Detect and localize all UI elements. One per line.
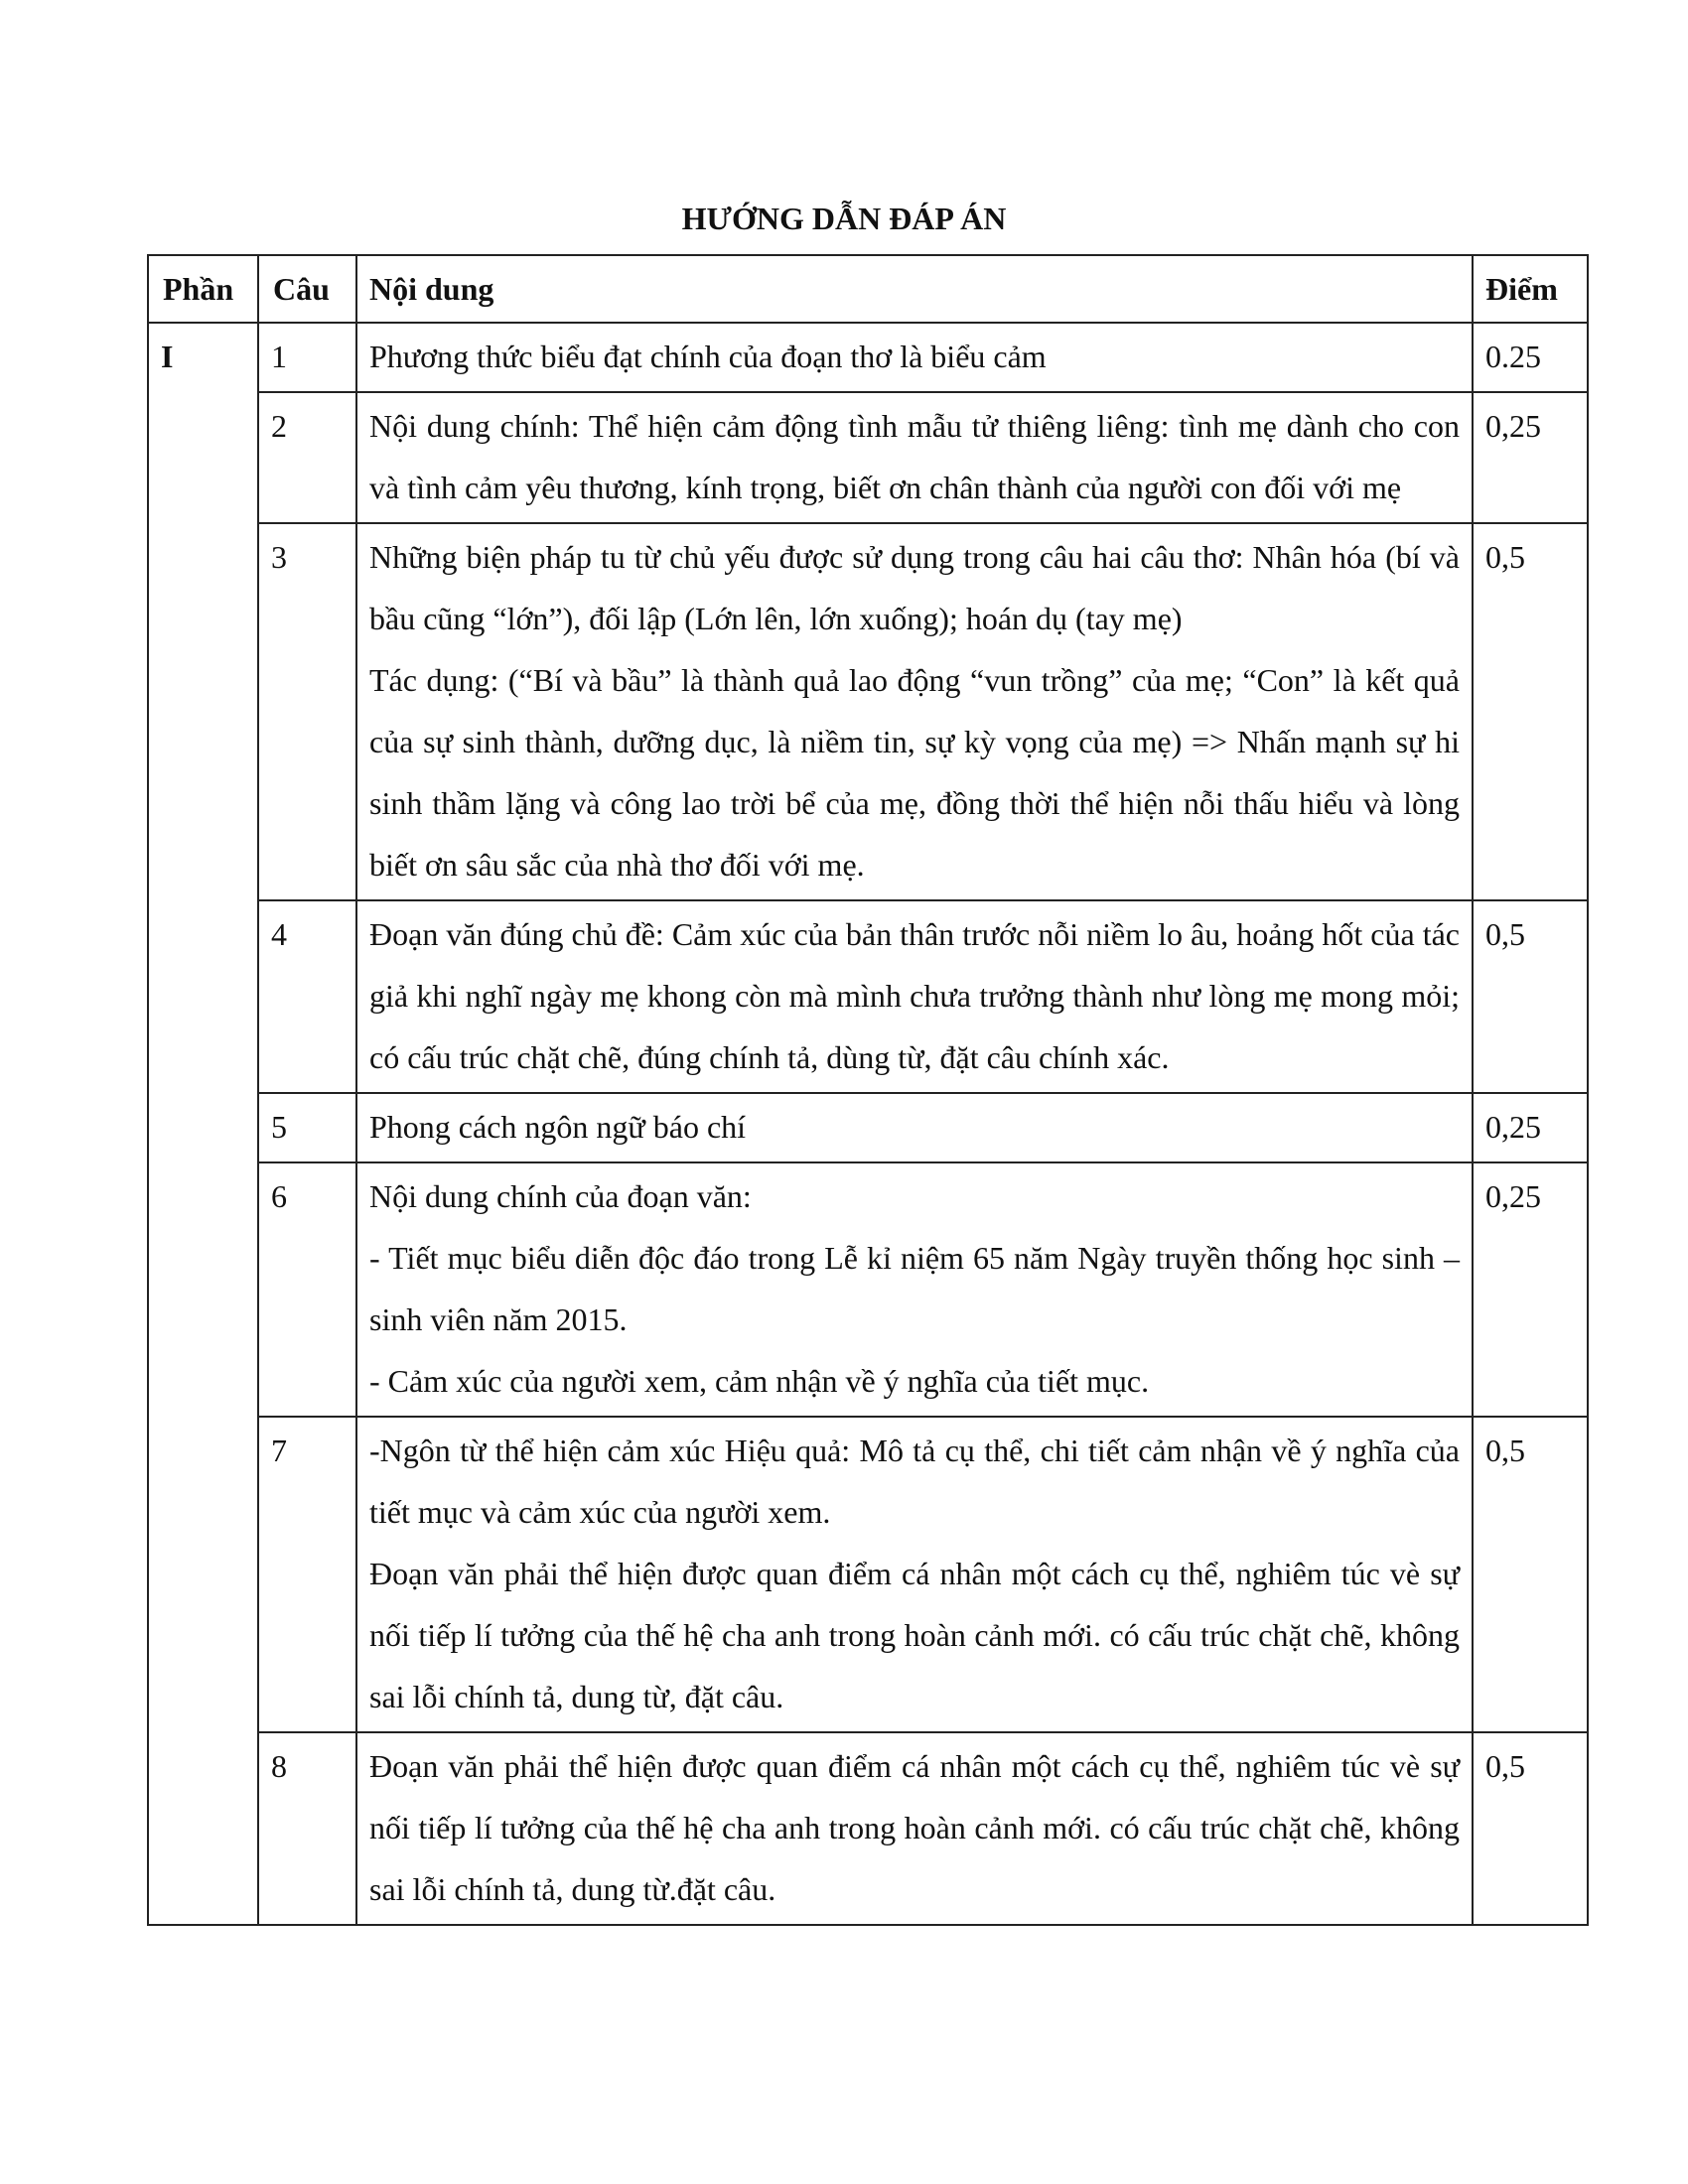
table-body — [148, 323, 1588, 1925]
header-phan: Phần — [148, 255, 258, 323]
header-cau: Câu — [258, 255, 356, 323]
table-row — [148, 1162, 1588, 1417]
diem-cell: 0,5 — [1473, 1732, 1588, 1925]
diem-cell: 0,5 — [1473, 1417, 1588, 1732]
diem-cell: 0,5 — [1473, 523, 1588, 900]
cau-cell: 6 — [258, 1162, 356, 1417]
cau-cell: 3 — [258, 523, 356, 900]
content-paragraph: Đoạn văn đúng chủ đề: Cảm xúc của bản thân trước nỗi niềm lo âu, hoảng hốt của tác giả khi nghĩ ngày mẹ khong còn mà mình chưa trưởng thành như lòng mẹ mong mỏi; có cấu trúc chặt chẽ, đúng chính tả, dùng từ, đặt câu chính xác. — [369, 916, 1460, 1075]
content-paragraph: Nội dung chính: Thể hiện cảm động tình mẫu tử thiêng liêng: tình mẹ dành cho con và tình cảm yêu thương, kính trọng, biết ơn chân thành của người con đối với mẹ — [369, 408, 1460, 505]
table-row — [148, 392, 1588, 523]
diem-cell: 0.25 — [1473, 323, 1588, 392]
content-paragraph: Đoạn văn phải thể hiện được quan điểm cá nhân một cách cụ thể, nghiêm túc vè sự nối tiếp lí tưởng của thế hệ cha anh trong hoàn cảnh mới. có cấu trúc chặt chẽ, không sai lỗi chính tả, dung từ.đặt câu. — [369, 1748, 1460, 1907]
table-row — [148, 523, 1588, 900]
content-paragraph: Nội dung chính của đoạn văn: — [369, 1178, 752, 1214]
noi-dung-cell — [356, 392, 1473, 523]
table-row — [148, 900, 1588, 1093]
table-row — [148, 1417, 1588, 1732]
page-title: HƯỚNG DẪN ĐÁP ÁN — [681, 201, 1007, 236]
content-paragraph: Phương thức biểu đạt chính của đoạn thơ là biểu cảm — [369, 339, 1047, 374]
cau-cell: 5 — [258, 1093, 356, 1162]
phan-cell: I — [148, 323, 258, 1925]
table-row — [148, 323, 1588, 392]
noi-dung-cell — [356, 323, 1473, 392]
diem-cell: 0,25 — [1473, 1093, 1588, 1162]
noi-dung-cell — [356, 1162, 1473, 1417]
header-noi-dung: Nội dung — [356, 255, 1473, 323]
content-paragraph: - Cảm xúc của người xem, cảm nhận về ý nghĩa của tiết mục. — [369, 1363, 1150, 1399]
noi-dung-cell — [356, 1732, 1473, 1925]
answer-table — [147, 254, 1589, 1926]
noi-dung-cell — [356, 1417, 1473, 1732]
table-row — [148, 1732, 1588, 1925]
content-paragraph: -Ngôn từ thể hiện cảm xúc Hiệu quả: Mô tả cụ thể, chi tiết cảm nhận về ý nghĩa của tiết mục và cảm xúc của người xem. — [369, 1433, 1460, 1530]
noi-dung-cell — [356, 523, 1473, 900]
table-header-row — [148, 255, 1588, 323]
cau-cell: 4 — [258, 900, 356, 1093]
cau-cell: 8 — [258, 1732, 356, 1925]
content-paragraph: Phong cách ngôn ngữ báo chí — [369, 1109, 747, 1145]
noi-dung-cell — [356, 1093, 1473, 1162]
diem-cell: 0,5 — [1473, 900, 1588, 1093]
content-paragraph: - Tiết mục biểu diễn độc đáo trong Lễ kỉ niệm 65 năm Ngày truyền thống học sinh – sinh viên năm 2015. — [369, 1240, 1460, 1337]
cau-cell: 1 — [258, 323, 356, 392]
content-paragraph: Tác dụng: (“Bí và bầu” là thành quả lao động “vun trồng” của mẹ; “Con” là kết quả của sự sinh thành, dưỡng dục, là niềm tin, sự kỳ vọng của mẹ) => Nhấn mạnh sự hi sinh thầm lặng và công lao trời bể của mẹ, đồng thời thể hiện nỗi thấu hiểu và lòng biết ơn sâu sắc của nhà thơ đối với mẹ. — [369, 662, 1460, 883]
table-row — [148, 1093, 1588, 1162]
content-paragraph: Đoạn văn phải thể hiện được quan điểm cá nhân một cách cụ thể, nghiêm túc vè sự nối tiếp lí tưởng của thế hệ cha anh trong hoàn cảnh mới. có cấu trúc chặt chẽ, không sai lỗi chính tả, dung từ, đặt câu. — [369, 1556, 1460, 1714]
noi-dung-cell — [356, 900, 1473, 1093]
diem-cell: 0,25 — [1473, 1162, 1588, 1417]
content-paragraph: Những biện pháp tu từ chủ yếu được sử dụng trong câu hai câu thơ: Nhân hóa (bí và bầu cũng “lớn”), đối lập (Lớn lên, lớn xuống); hoán dụ (tay mẹ) — [369, 539, 1460, 636]
diem-cell: 0,25 — [1473, 392, 1588, 523]
header-diem: Điểm — [1473, 255, 1588, 323]
cau-cell: 2 — [258, 392, 356, 523]
cau-cell: 7 — [258, 1417, 356, 1732]
